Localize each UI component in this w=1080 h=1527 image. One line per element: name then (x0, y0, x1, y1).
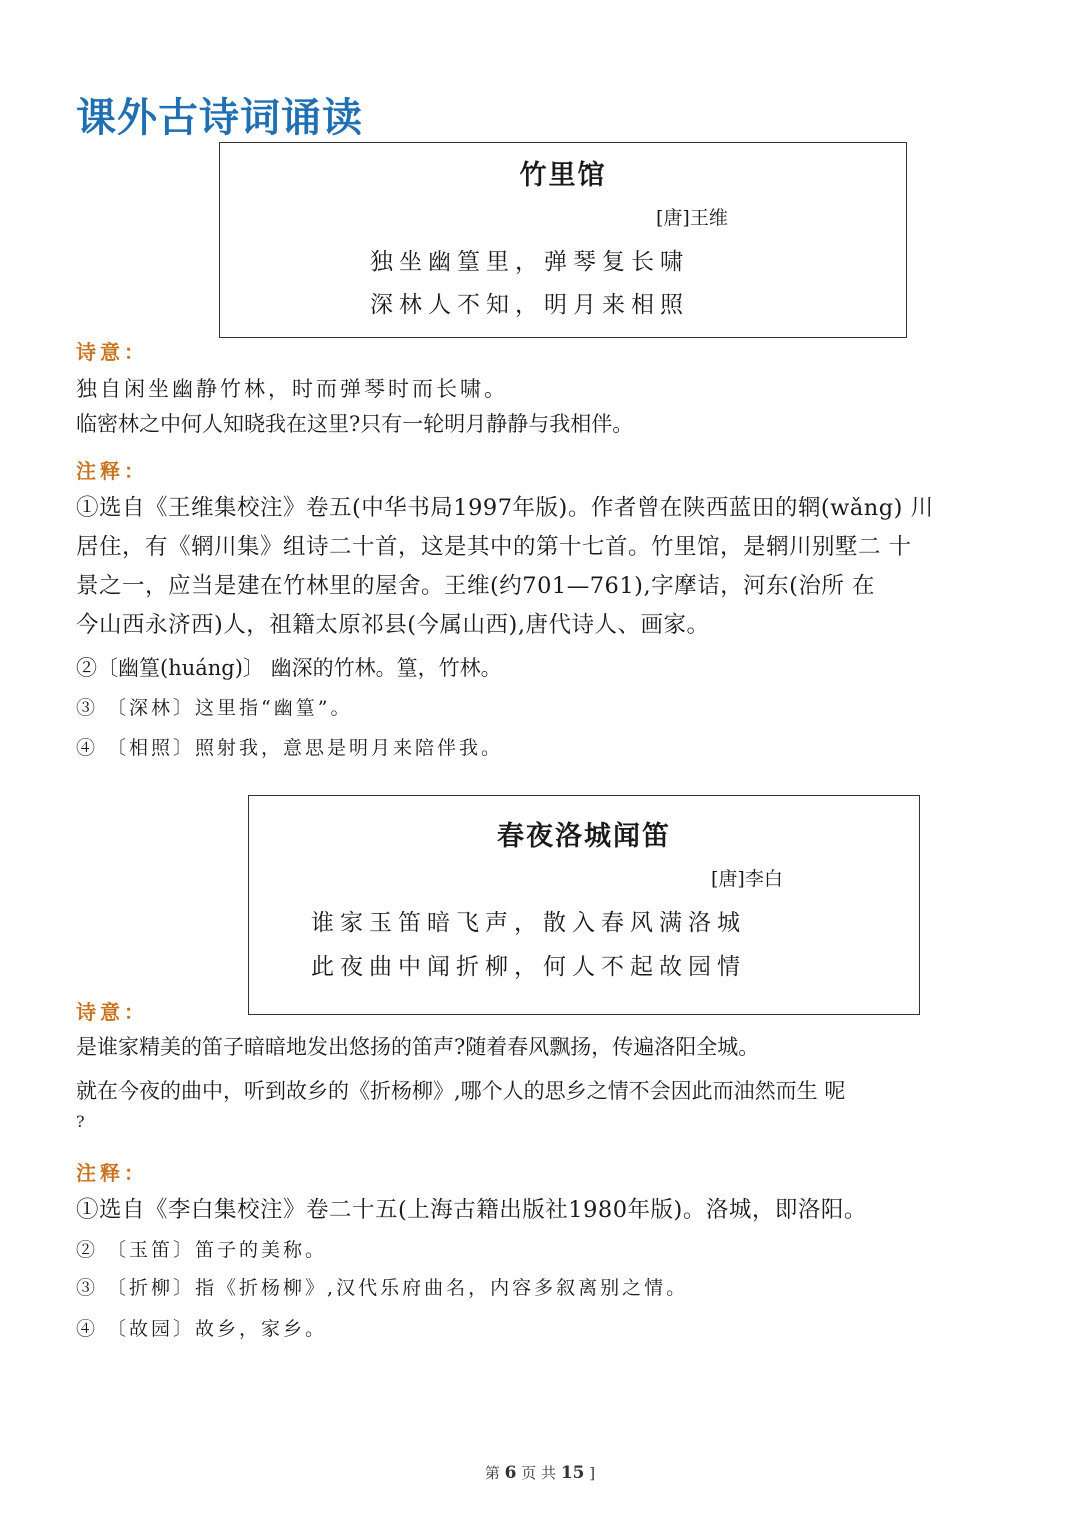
poem-box-2 (248, 795, 920, 1015)
notes-label: 注释： (76, 459, 148, 483)
footer-middle: 页 共 (521, 1464, 557, 1482)
page-footer (0, 1462, 1080, 1483)
poem-author: [唐]王维 (656, 207, 728, 229)
meaning-line: 是谁家精美的笛子暗暗地发出悠扬的笛声?随着春风飘扬，传遍洛阳全城。 (76, 1035, 760, 1059)
meaning-line: ? (76, 1112, 85, 1131)
footer-suffix: ] (589, 1464, 596, 1482)
note-4: ④ 〔相照〕照射我，意思是明月来陪伴我。 (76, 737, 504, 759)
poem-title: 竹里馆 (519, 160, 607, 191)
note-1-line: ①选自《李白集校注》卷二十五(上海古籍出版社1980年版)。洛城，即洛阳。 (76, 1197, 867, 1223)
note-1-line: 居住，有《辋川集》组诗二十首，这是其中的第十七首。竹里馆，是辋川别墅二 十 (76, 534, 912, 560)
note-3: ③ 〔深林〕这里指“幽篁”。 (76, 697, 353, 719)
footer-total-pages: 15 (560, 1463, 585, 1483)
note-1-line: ①选自《王维集校注》卷五(中华书局1997年版)。作者曾在陕西蓝田的辋(wǎng) 川 (76, 495, 934, 521)
poem-line: 此夜曲中闻折柳，何人不起故园情 (311, 954, 746, 980)
meaning-line: 临密林之中何人知晓我在这里?只有一轮明月静静与我相伴。 (76, 412, 634, 436)
note-2: ② 〔玉笛〕笛子的美称。 (76, 1239, 328, 1261)
note-1-line: 景之一，应当是建在竹林里的屋舍。王维(约701—761),字摩诘，河东(治所 在 (76, 573, 876, 599)
note-2: ②〔幽篁(huáng)〕 幽深的竹林。篁，竹林。 (76, 656, 502, 680)
footer-page-number: 6 (504, 1463, 517, 1483)
poem-title: 春夜洛城闻笛 (497, 821, 671, 852)
poem-author: [唐]李白 (711, 868, 783, 890)
poem-box-1 (219, 142, 907, 338)
note-3: ③ 〔折柳〕指《折杨柳》,汉代乐府曲名，内容多叙离别之情。 (76, 1277, 689, 1299)
poem-line: 独坐幽篁里，弹琴复长啸 (370, 249, 689, 275)
meaning-line: 独自闲坐幽静竹林，时而弹琴时而长啸。 (76, 377, 508, 401)
note-1-line: 今山西永济西)人，祖籍太原祁县(今属山西),唐代诗人、画家。 (76, 612, 710, 638)
poem-line: 谁家玉笛暗飞声，散入春风满洛城 (311, 910, 746, 936)
note-4: ④ 〔故园〕故乡，家乡。 (76, 1318, 328, 1340)
page-title: 课外古诗词诵读 (76, 95, 363, 141)
footer-prefix: 第 (484, 1464, 500, 1482)
notes-label: 注释： (76, 1161, 148, 1185)
meaning-line: 就在今夜的曲中，听到故乡的《折杨柳》,哪个人的思乡之情不会因此而油然而生 呢 (76, 1079, 846, 1103)
meaning-label: 诗意： (76, 1000, 148, 1024)
poem-line: 深林人不知，明月来相照 (370, 292, 689, 318)
meaning-label: 诗意： (76, 340, 148, 364)
